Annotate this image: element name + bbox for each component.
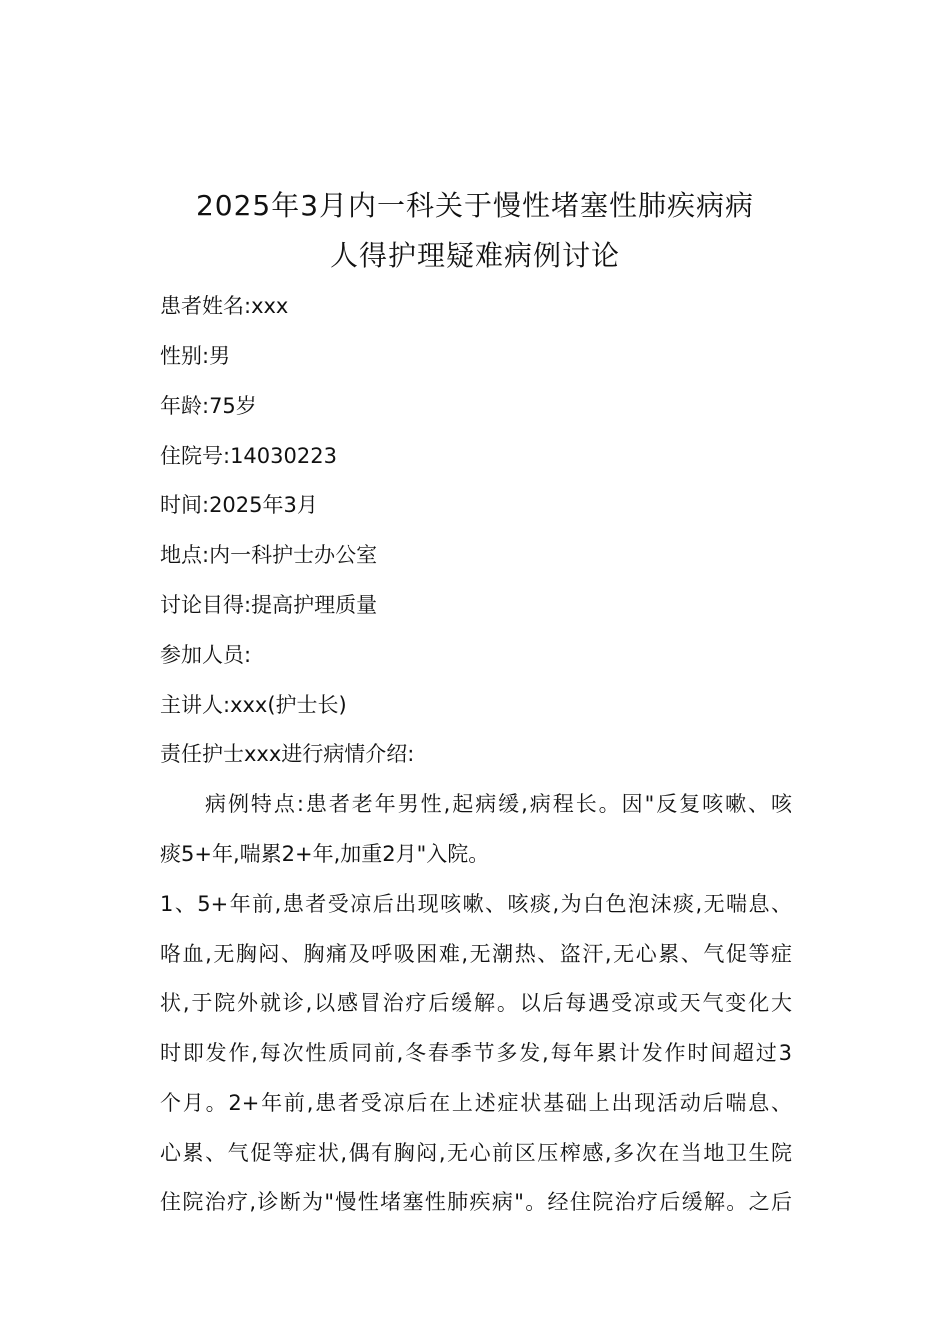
admission-number: 住院号:14030223: [160, 444, 337, 468]
history-line: 状,于院外就诊,以感冒治疗后缓解。以后每遇受凉或天气变化大: [160, 991, 792, 1015]
patient-name: 患者姓名:xxx: [160, 294, 289, 318]
history-line: 个月。2+年前,患者受凉后在上述症状基础上出现活动后喘息、: [160, 1091, 792, 1115]
patient-age: 年龄:75岁: [160, 394, 257, 418]
discussion-location: 地点:内一科护士办公室: [160, 543, 378, 567]
history-line: 1、5+年前,患者受凉后出现咳嗽、咳痰,为白色泡沫痰,无喘息、: [160, 892, 792, 916]
history-line: 心累、气促等症状,偶有胸闷,无心前区压榨感,多次在当地卫生院: [160, 1141, 792, 1165]
history-line: 住院治疗,诊断为"慢性堵塞性肺疾病"。经住院治疗后缓解。之后: [160, 1190, 792, 1214]
patient-gender: 性别:男: [160, 344, 231, 368]
case-features-line: 病例特点:患者老年男性,起病缓,病程长。因"反复咳嗽、咳: [205, 792, 792, 816]
discussion-time: 时间:2025年3月: [160, 493, 318, 517]
history-line: 时即发作,每次性质同前,冬春季节多发,每年累计发作时间超过3: [160, 1041, 792, 1065]
history-line: 咯血,无胸闷、胸痛及呼吸困难,无潮热、盗汗,无心累、气促等症: [160, 942, 792, 966]
document-title-line-1: 2025年3月内一科关于慢性堵塞性肺疾病病: [195, 189, 755, 222]
presenter: 主讲人:xxx(护士长): [160, 693, 347, 717]
responsible-nurse-intro: 责任护士xxx进行病情介绍:: [160, 742, 415, 766]
case-features-line: 痰5+年,喘累2+年,加重2月"入院。: [160, 842, 490, 866]
discussion-purpose: 讨论目得:提高护理质量: [160, 593, 378, 617]
document-title-line-2: 人得护理疑难病例讨论: [329, 239, 620, 272]
participants: 参加人员:: [160, 643, 252, 667]
